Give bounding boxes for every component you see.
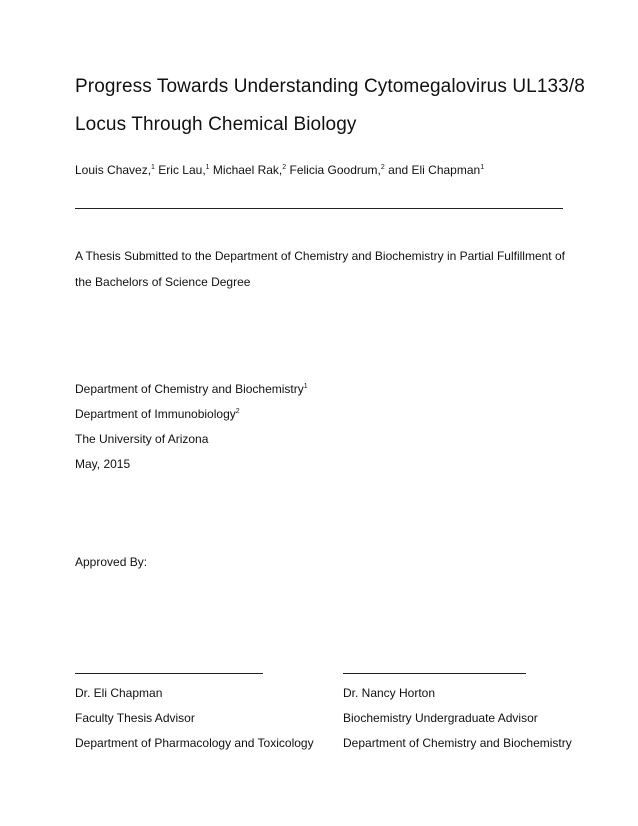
department-chemistry: [75, 382, 308, 396]
author-affiliation-mark: 2: [282, 164, 287, 171]
department-immunobiology-name: Department of Immunobiology: [75, 407, 236, 421]
author-affiliation-mark: 1: [480, 164, 485, 171]
author-name: Louis Chavez,: [75, 163, 152, 177]
author-name: and Eli Chapman: [388, 163, 481, 177]
title-line-1: Progress Towards Understanding Cytomegalovirus UL133/8: [75, 76, 585, 97]
department-chemistry-mark: 1: [303, 383, 308, 390]
author-name: Felicia Goodrum,: [289, 163, 381, 177]
thesis-statement-line-1: A Thesis Submitted to the Department of Chemistry and Biochemistry in Partial Fulfillment of: [75, 249, 565, 263]
author-affiliation-mark: 1: [151, 164, 155, 171]
approved-by-label: Approved By:: [75, 555, 148, 569]
university-name: The University of Arizona: [75, 432, 209, 446]
signatory-right-department: Department of Chemistry and Biochemistry: [343, 736, 572, 750]
author-name: Eric Lau,: [158, 163, 206, 177]
author-name: Michael Rak,: [212, 163, 283, 177]
signatory-left-role: Faculty Thesis Advisor: [75, 711, 195, 725]
author-affiliation-mark: 1: [205, 164, 210, 171]
signatory-right-role: Biochemistry Undergraduate Advisor: [343, 711, 538, 725]
department-immunobiology: [75, 407, 240, 421]
author-list: [75, 163, 484, 177]
title-line-2: Locus Through Chemical Biology: [75, 114, 357, 135]
department-chemistry-name: Department of Chemistry and Biochemistry: [75, 382, 304, 396]
department-immunobiology-mark: 2: [235, 408, 240, 415]
author-affiliation-mark: 2: [380, 164, 385, 171]
thesis-date: May, 2015: [75, 457, 131, 471]
signatory-right-name: Dr. Nancy Horton: [343, 686, 436, 700]
signatory-left-name: Dr. Eli Chapman: [75, 686, 163, 700]
signatory-left-department: Department of Pharmacology and Toxicology: [75, 736, 314, 750]
header-divider: [75, 208, 563, 209]
signature-line-left: [75, 673, 263, 674]
signature-line-right: [343, 673, 526, 674]
thesis-statement-line-2: the Bachelors of Science Degree: [75, 275, 251, 289]
